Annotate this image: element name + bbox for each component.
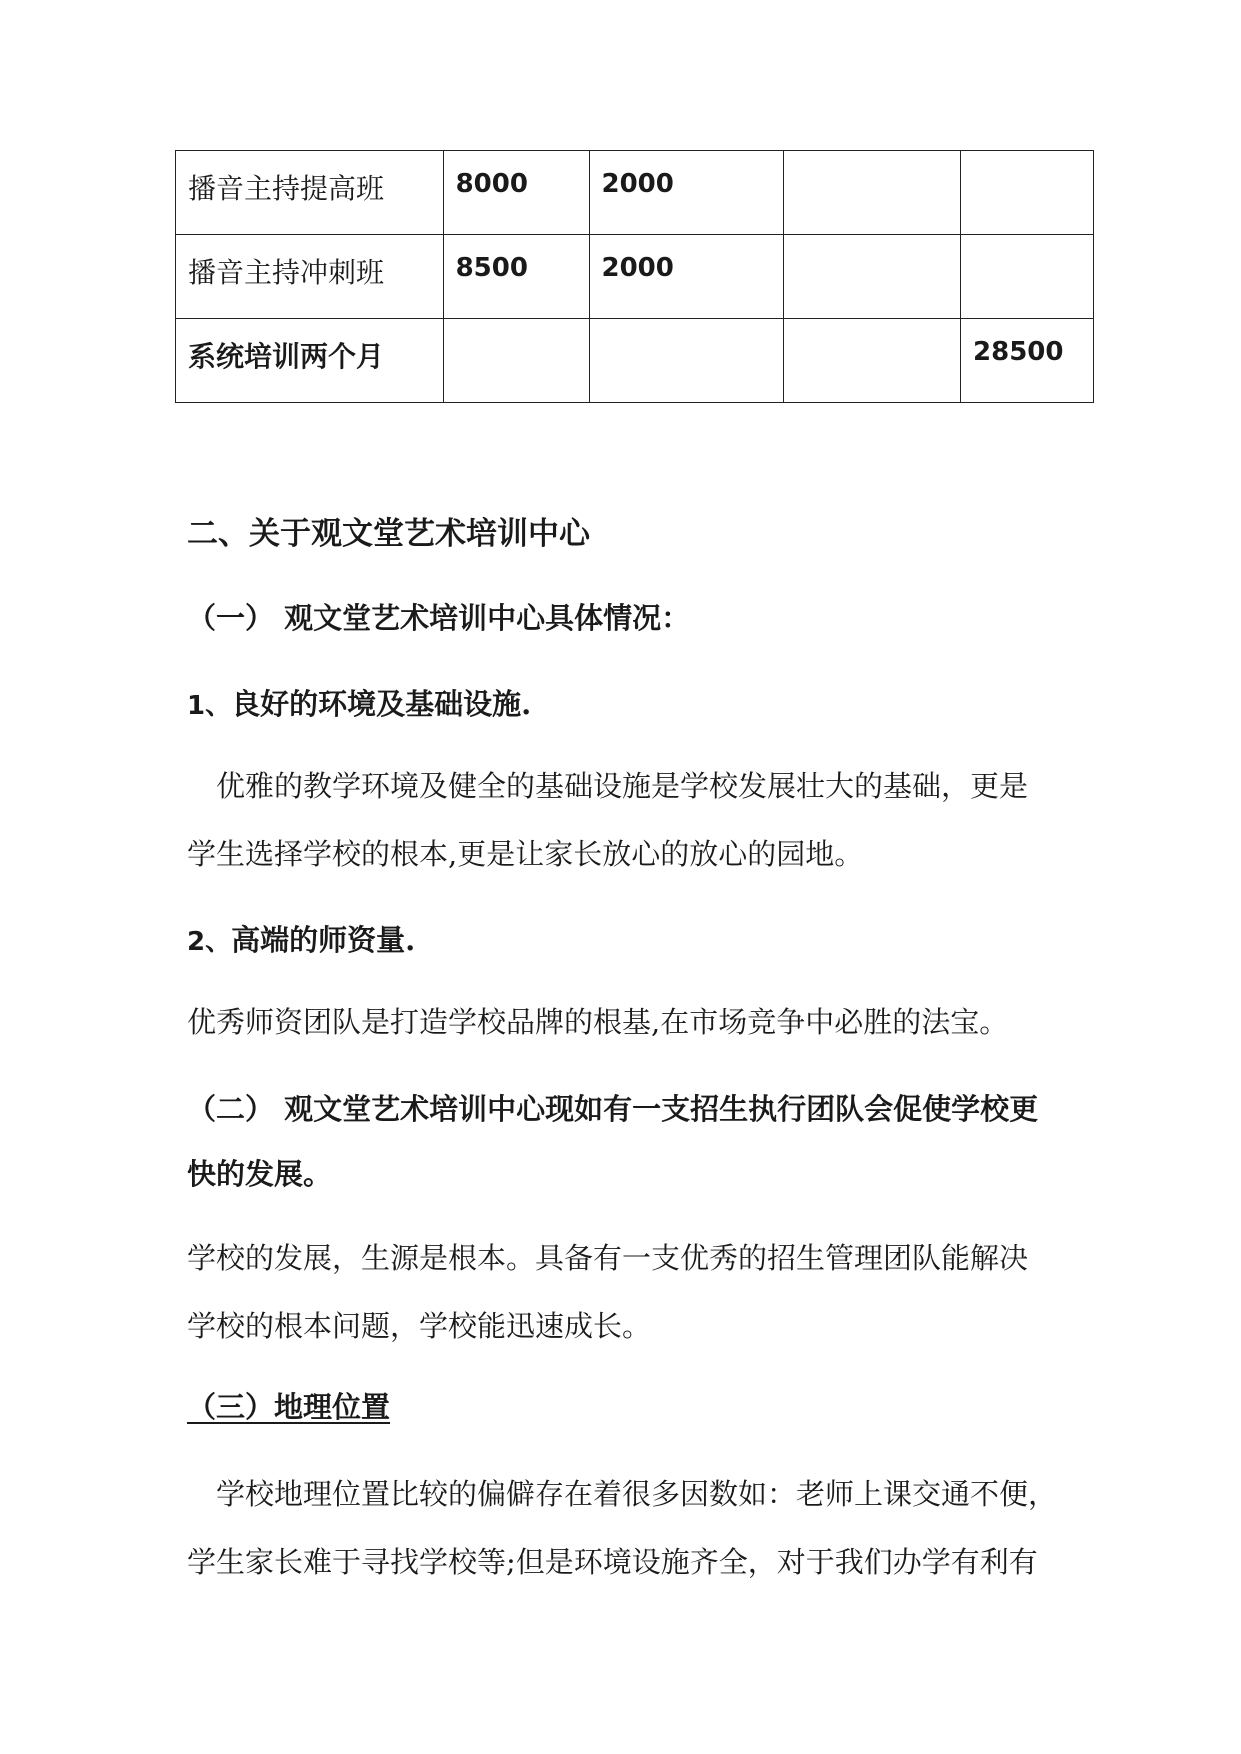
item-title: 高端的师资量. [231, 923, 416, 957]
paragraph-line: 学校的发展，生源是根本。具备有一支优秀的招生管理团队能解决 [187, 1241, 1029, 1275]
table-cell [784, 319, 961, 403]
item-number: 2、 [187, 927, 232, 957]
subsection-heading-1: （一） 观文堂艺术培训中心具体情况： [187, 601, 691, 635]
paragraph-line: 学校地理位置比较的偏僻存在着很多因数如：老师上课交通不便， [187, 1477, 1058, 1511]
table-cell: 2000 [589, 235, 784, 319]
subsection-heading-2: （二） 观文堂艺术培训中心现如有一支招生执行团队会促使学校更 [187, 1092, 1039, 1126]
table-cell: 播音主持冲刺班 [176, 235, 444, 319]
table-row [176, 319, 1094, 403]
table-cell [961, 235, 1094, 319]
paragraph-line: 学校的根本问题，学校能迅速成长。 [187, 1309, 652, 1343]
table-cell: 28500 [961, 319, 1094, 403]
item-number: 1、 [187, 691, 232, 721]
item-title: 良好的环境及基础设施. [231, 687, 532, 721]
table-cell [589, 319, 784, 403]
table-row [176, 151, 1094, 235]
table-cell: 系统培训两个月 [176, 319, 444, 403]
table-cell: 8500 [443, 235, 589, 319]
item-heading-1 [187, 682, 531, 723]
paragraph-line: 优雅的教学环境及健全的基础设施是学校发展壮大的基础，更是 [187, 769, 1029, 803]
item-heading-2 [187, 918, 415, 959]
table-cell [784, 151, 961, 235]
subsection-heading-3: （三）地理位置 [187, 1390, 391, 1424]
fee-table [175, 150, 1094, 403]
table-cell: 8000 [443, 151, 589, 235]
table-cell: 2000 [589, 151, 784, 235]
paragraph-line: 优秀师资团队是打造学校品牌的根基,在市场竞争中必胜的法宝。 [187, 1005, 1009, 1039]
table-row [176, 235, 1094, 319]
table-cell [784, 235, 961, 319]
table-cell [443, 319, 589, 403]
paragraph-line: 学生家长难于寻找学校等;但是环境设施齐全，对于我们办学有利有 [187, 1545, 1038, 1579]
paragraph-line: 学生选择学校的根本,更是让家长放心的放心的园地。 [187, 837, 864, 871]
table-cell: 播音主持提高班 [176, 151, 444, 235]
table-cell [961, 151, 1094, 235]
subsection-heading-2-cont: 快的发展。 [187, 1157, 333, 1191]
section-title: 二、关于观文堂艺术培训中心 [187, 516, 590, 552]
